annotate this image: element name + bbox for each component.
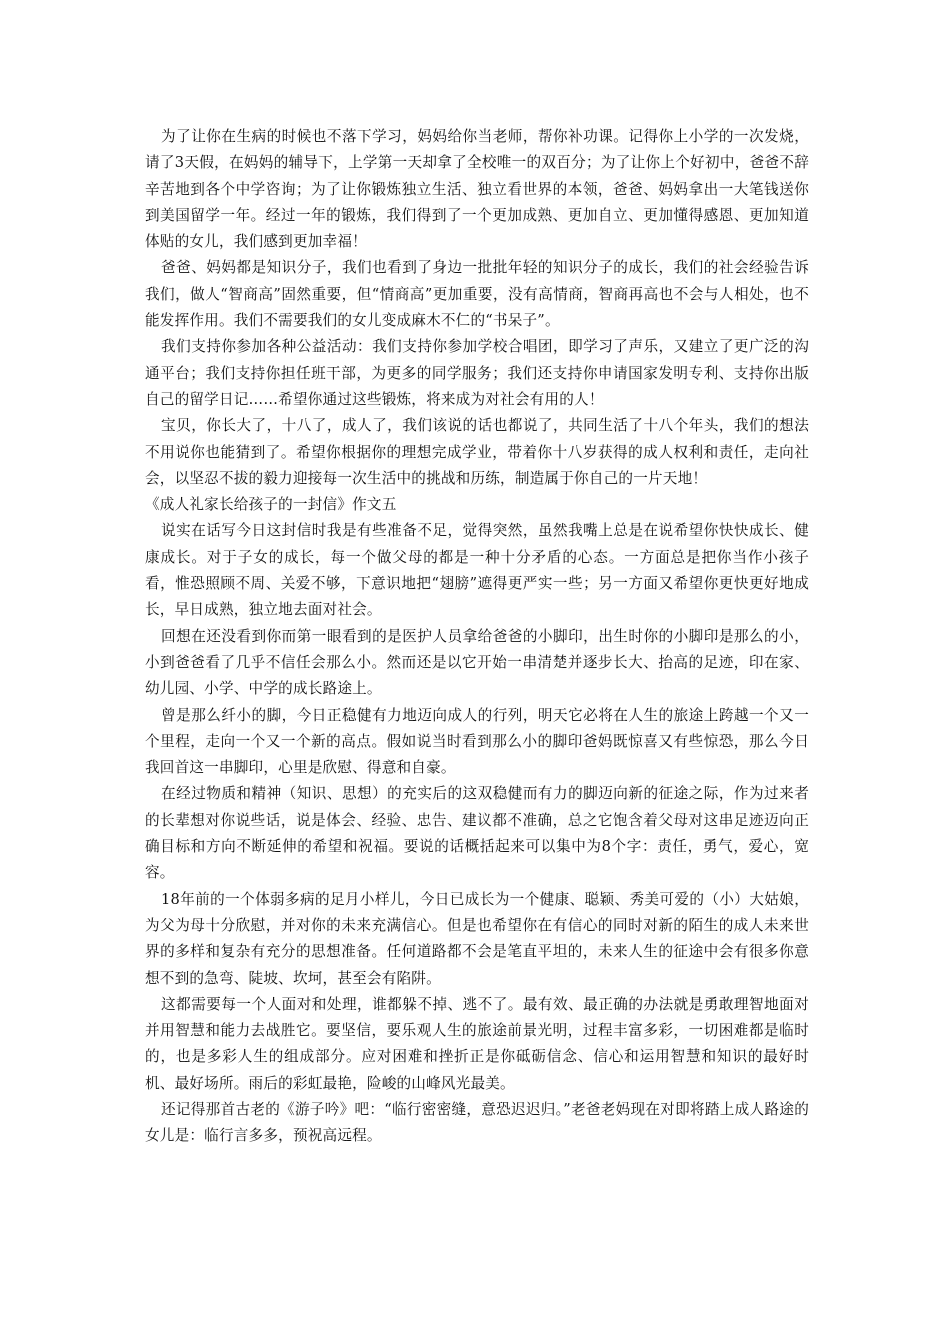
paragraph: 这都需要每一个人面对和处理，谁都躲不掉、逃不了。最有效、最正确的办法就是勇敢理智地面对并用智慧和能力去战胜它。要坚信，要乐观人生的旅途前景光明，过程丰富多彩，一切困难都是临时的，也是多彩人生的组成部分。应对困难和挫折正是你砥砺信念、信心和运用智慧和知识的最好时机、最好场所。雨后的彩虹最艳，险峻的山峰风光最美。 <box>145 995 809 1092</box>
paragraph: 爸爸、妈妈都是知识分子，我们也看到了身边一批批年轻的知识分子的成长，我们的社会经验告诉我们，做人“智商高”固然重要，但“情商高”更加重要，没有高情商，智商再高也不会与人相处，也不能发挥作用。我们不需要我们的女儿变成麻木不仁的“书呆子”。 <box>145 259 809 330</box>
paragraph: 我们支持你参加各种公益活动：我们支持你参加学校合唱团，即学习了声乐，又建立了更广泛的沟通平台；我们支持你担任班干部，为更多的同学服务；我们还支持你申请国家发明专利、支持你出版自己的留学日记……希望你通过这些锻炼，将来成为对社会有用的人！ <box>145 338 809 408</box>
paragraph: 在经过物质和精神（知识、思想）的充实后的这双稳健而有力的脚迈向新的征途之际，作为过来者的长辈想对你说些话，说是体会、经验、忠告、建议都不准确，总之它饱含着父母对这串足迹迈向正确目标和方向不断延伸的希望和祝福。要说的话概括起来可以集中为8个字：责任，勇气，爱心，宽容。 <box>145 785 809 882</box>
paragraph: 回想在还没看到你而第一眼看到的是医护人员拿给爸爸的小脚印，出生时你的小脚印是那么的小，小到爸爸看了几乎不信任会那么小。然而还是以它开始一串清楚并逐步长大、抬高的足迹，印在家、幼儿园、小学、中学的成长路途上。 <box>145 627 809 698</box>
paragraph: 还记得那首古老的《游子吟》吧：“临行密密缝，意恐迟迟归。”老爸老妈现在对即将踏上成人路途的女儿是：临行言多多，预祝高远程。 <box>145 1100 809 1145</box>
paragraph: 说实在话写今日这封信时我是有些准备不足，觉得突然，虽然我嘴上总是在说希望你快快成长、健康成长。对于子女的成长，每一个做父母的都是一种十分矛盾的心态。一方面总是把你当作小孩子看，惟恐照顾不周、关爱不够，下意识地把“翅膀”遮得更严实一些；另一方面又希望你更快更好地成长，早日成熟，独立地去面对社会。 <box>145 522 809 619</box>
document-body <box>145 124 809 1150</box>
paragraph: 为了让你在生病的时候也不落下学习，妈妈给你当老师，帮你补功课。记得你上小学的一次发烧，请了3天假，在妈妈的辅导下，上学第一天却拿了全校唯一的双百分；为了让你上个好初中，爸爸不辞辛苦地到各个中学咨询；为了让你锻炼独立生活、独立看世界的本领，爸爸、妈妈拿出一大笔钱送你到美国留学一年。经过一年的锻炼，我们得到了一个更加成熟、更加自立、更加懂得感恩、更加知道体贴的女儿，我们感到更加幸福！ <box>145 128 809 251</box>
paragraph: 曾是那么纤小的脚，今日正稳健有力地迈向成人的行列，明天它必将在人生的旅途上跨越一个又一个里程，走向一个又一个新的高点。假如说当时看到那么小的脚印爸妈既惊喜又有些惊恐，那么今日我回首这一串脚印，心里是欣慰、得意和自豪。 <box>145 706 809 777</box>
section-heading: 《成人礼家长给孩子的一封信》作文五 <box>145 496 397 514</box>
paragraph: 宝贝，你长大了，十八了，成人了，我们该说的话也都说了，共同生活了十八个年头，我们的想法不用说你也能猜到了。希望你根据你的理想完成学业，带着你十八岁获得的成人权利和责任，走向社会，以坚忍不拔的毅力迎接每一次生活中的挑战和历练，制造属于你自己的一片天地！ <box>145 417 809 487</box>
paragraph: 18年前的一个体弱多病的足月小样儿，今日已成长为一个健康、聪颖、秀美可爱的（小）大姑娘，为父为母十分欣慰，并对你的未来充满信心。但是也希望你在有信心的同时对新的陌生的成人未来世界的多样和复杂有充分的思想准备。任何道路都不会是笔直平坦的，未来人生的征途中会有很多你意想不到的急弯、陡坡、坎坷，甚至会有陷阱。 <box>145 890 809 987</box>
